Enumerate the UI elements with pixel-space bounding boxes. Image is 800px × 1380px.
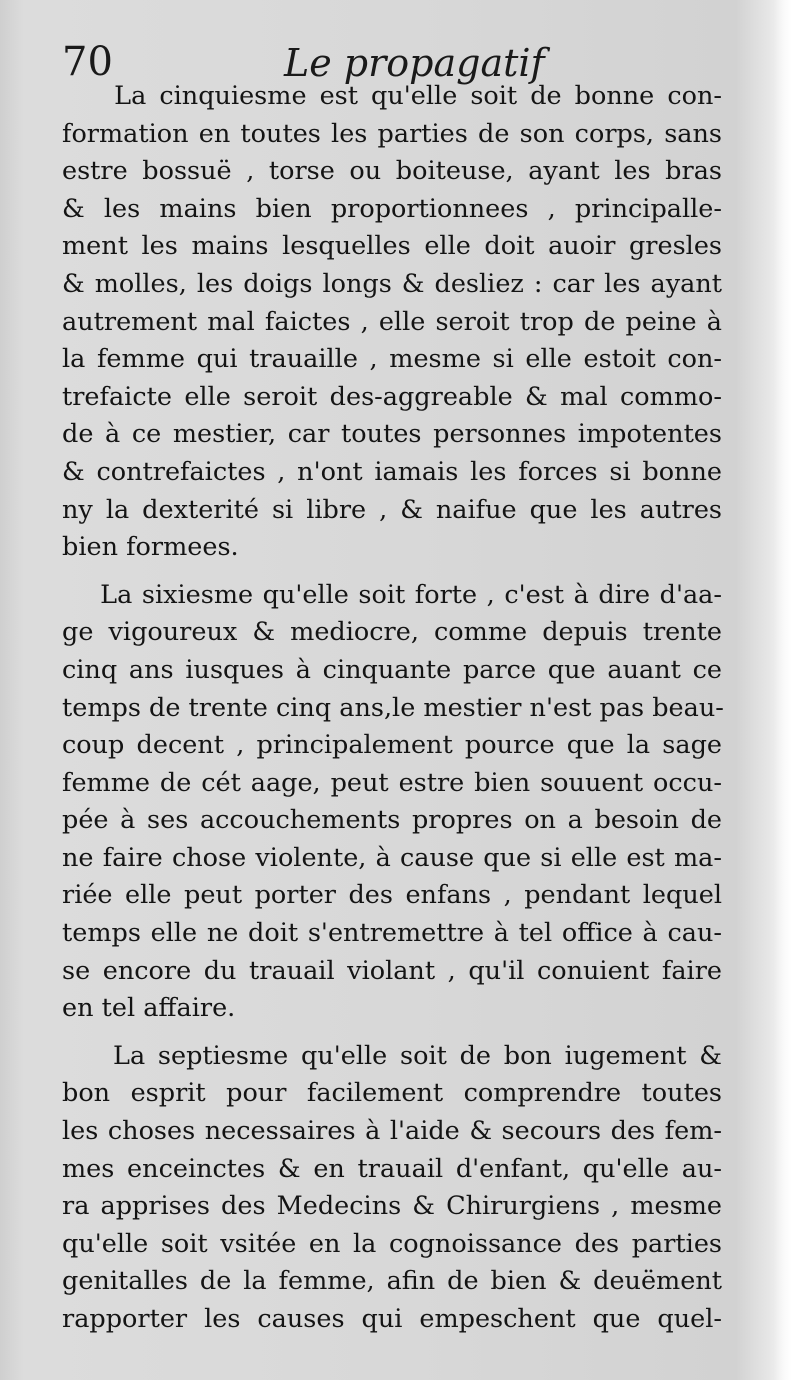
paragraph-sixiesme — [62, 577, 722, 1028]
page-number: 70 — [62, 39, 113, 85]
text-line: bien formees. — [62, 532, 239, 563]
text-line: femme de cét aage, peut estre bien souuent occu- — [62, 767, 722, 798]
paragraph-septiesme — [62, 1038, 722, 1339]
text-line: riée elle peut porter des enfans , pendant lequel — [62, 880, 722, 911]
text-line: genitalles de la femme, afin de bien & deuëment — [62, 1266, 722, 1297]
text-line: mes enceinctes & en trauail d'enfant, qu'elle au- — [62, 1153, 722, 1184]
paragraph-cinquiesme — [62, 78, 722, 567]
paragraph-spacer — [62, 1028, 722, 1038]
text-line: de à ce mestier, car toutes personnes impotentes — [62, 419, 722, 450]
body-text — [62, 78, 722, 1339]
text-line: bon esprit pour facilement comprendre toutes — [62, 1078, 722, 1109]
text-line: estre bossuë , torse ou boiteuse, ayant les bras — [62, 156, 722, 187]
text-line: coup decent , principalement pource que la sage — [62, 730, 722, 761]
running-title: Le propagatif — [284, 41, 545, 85]
text-line: autrement mal faictes , elle seroit trop de peine à — [62, 306, 722, 337]
text-line: qu'elle soit vsitée en la cognoissance des parties — [62, 1228, 722, 1259]
text-line: & contrefaictes , n'ont iamais les forces si bonne — [62, 456, 722, 487]
text-line: ra apprises des Medecins & Chirurgiens , mesme — [62, 1191, 722, 1222]
text-line: formation en toutes les parties de son corps, sans — [62, 118, 722, 149]
text-line: ge vigoureux & mediocre, comme depuis trente — [62, 617, 722, 648]
text-line: La septiesme qu'elle soit de bon iugement & — [62, 1040, 722, 1071]
paragraph-spacer — [62, 567, 722, 577]
text-line: en tel affaire. — [62, 993, 236, 1024]
text-line: temps elle ne doit s'entremettre à tel office à cau- — [62, 918, 722, 949]
text-line: pée à ses accouchements propres on a besoin de — [62, 805, 722, 836]
text-line: se encore du trauail violant , qu'il conuient faire — [62, 955, 722, 986]
text-line: trefaicte elle seroit des-aggreable & mal commo- — [62, 381, 722, 412]
text-line: & les mains bien proportionnees , principalle- — [62, 193, 722, 224]
text-line: temps de trente cinq ans,le mestier n'est pas beau- — [62, 692, 724, 723]
text-line: La cinquiesme est qu'elle soit de bonne con- — [62, 81, 722, 111]
text-line: ne faire chose violente, à cause que si elle est ma- — [62, 842, 722, 873]
text-line: cinq ans iusques à cinquante parce que auant ce — [62, 654, 722, 685]
text-line: rapporter les causes qui empeschent que quel- — [62, 1304, 722, 1334]
text-line: & molles, les doigs longs & desliez : car les ayant — [62, 268, 722, 299]
text-line: la femme qui trauaille , mesme si elle estoit con- — [62, 344, 722, 375]
text-line: La sixiesme qu'elle soit forte , c'est à dire d'aa- — [62, 579, 722, 610]
text-line: ny la dexterité si libre , & naifue que les autres — [62, 494, 722, 525]
text-line: ment les mains lesquelles elle doit auoir gresles — [62, 231, 722, 262]
text-line: les choses necessaires à l'aide & secours des fem- — [62, 1116, 722, 1147]
